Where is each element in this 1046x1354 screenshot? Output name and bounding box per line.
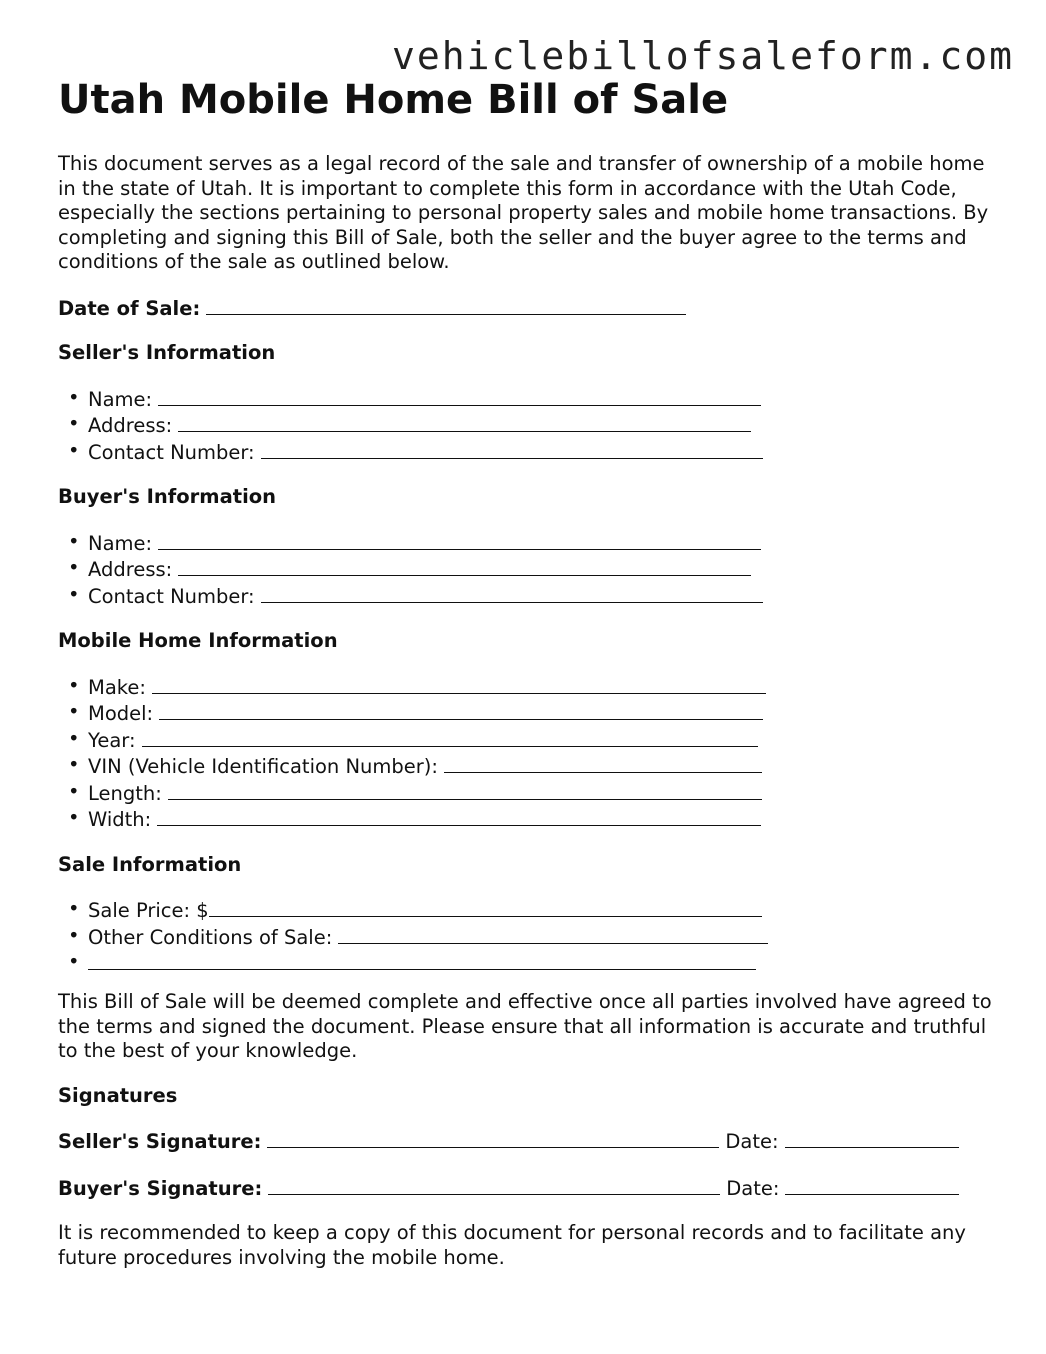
conditions-label: • Other Conditions of Sale: [88, 925, 333, 949]
list-item [88, 950, 998, 970]
buyer-signature-field[interactable] [268, 1175, 720, 1195]
sale-list [58, 897, 998, 970]
intro-paragraph: This document serves as a legal record of the sale and transfer of ownership of a mobile home in the state of Utah. It is important to complete this form in accordance with the Utah Code, especially the sections pertaining to personal property sales and mobile home transactions. By completing and signing this Bill of Sale, both the seller and the buyer agree to the terms and conditions of the sale as outlined below. [58, 152, 989, 273]
sale-price-label: • Sale Price: $ [88, 899, 209, 922]
list-item [88, 556, 998, 583]
home-heading: Mobile Home Information [58, 629, 338, 652]
seller-date-label: Date: [725, 1130, 779, 1153]
seller-name-label: • Name: [88, 387, 153, 411]
seller-contact-field[interactable] [261, 439, 763, 459]
document-body [58, 76, 998, 1270]
model-label: • Model: [88, 702, 154, 725]
seller-date-field[interactable] [785, 1128, 959, 1148]
list-item [88, 583, 998, 610]
year-field[interactable] [142, 727, 758, 747]
date-of-sale-row [58, 295, 998, 322]
page-title: Utah Mobile Home Bill of Sale [58, 77, 729, 123]
conditions-extra-field[interactable] [88, 950, 756, 970]
vin-label: • VIN (Vehicle Identification Number): [88, 755, 438, 778]
seller-signature-row [58, 1128, 998, 1155]
list-item [88, 700, 998, 727]
seller-address-field[interactable] [178, 412, 751, 432]
length-field[interactable] [168, 780, 762, 800]
list-item [88, 806, 998, 833]
sale-heading: Sale Information [58, 852, 242, 876]
width-field[interactable] [157, 806, 761, 826]
list-item [88, 897, 998, 924]
buyer-name-label: • Name: [88, 531, 153, 555]
buyer-name-field[interactable] [158, 530, 761, 550]
width-label: • Width: [88, 808, 152, 831]
list-item [88, 674, 998, 701]
seller-signature-label: Seller's Signature: [58, 1130, 262, 1153]
buyer-list [58, 530, 998, 610]
seller-heading: Seller's Information [58, 341, 276, 364]
seller-address-label: • Address: [88, 414, 173, 437]
buyer-date-label: Date: [726, 1176, 780, 1200]
vin-field[interactable] [444, 753, 762, 773]
date-of-sale-field[interactable] [206, 295, 686, 315]
buyer-contact-label: • Contact Number: [88, 584, 255, 608]
seller-contact-label: • Contact Number: [88, 440, 255, 464]
seller-list [58, 386, 998, 466]
buyer-signature-row [58, 1175, 998, 1202]
length-label: • Length: [88, 781, 162, 805]
buyer-address-label: • Address: [88, 558, 173, 581]
closing-paragraph: This Bill of Sale will be deemed complete and effective once all parties involved have agreed to the terms and signed the document. Please ensure that all information is accurate and truthful to the best of your knowledge. [58, 990, 992, 1062]
list-item [88, 924, 998, 951]
buyer-address-field[interactable] [178, 556, 751, 576]
home-list [58, 674, 998, 833]
list-item [88, 412, 998, 439]
model-field[interactable] [159, 700, 763, 720]
buyer-contact-field[interactable] [261, 583, 763, 603]
site-watermark: vehiclebillofsaleform.com [392, 34, 1014, 78]
sale-price-field[interactable] [209, 897, 762, 917]
list-item [88, 727, 998, 754]
buyer-signature-label: Buyer's Signature: [58, 1176, 263, 1200]
footer-paragraph: It is recommended to keep a copy of this document for personal records and to facilitate any future procedures involving the mobile home. [58, 1221, 966, 1269]
make-label: • Make: [88, 675, 146, 699]
conditions-field[interactable] [338, 924, 768, 944]
signatures-heading: Signatures [58, 1083, 178, 1107]
seller-name-field[interactable] [158, 386, 761, 406]
buyer-heading: Buyer's Information [58, 485, 277, 508]
seller-signature-field[interactable] [267, 1128, 719, 1148]
list-item [88, 753, 998, 780]
list-item [88, 439, 998, 466]
list-item [88, 530, 998, 557]
date-of-sale-label: Date of Sale: [58, 296, 201, 320]
list-item [88, 780, 998, 807]
buyer-date-field[interactable] [785, 1175, 959, 1195]
make-field[interactable] [152, 674, 766, 694]
year-label: • Year: [88, 728, 136, 752]
list-item [88, 386, 998, 413]
